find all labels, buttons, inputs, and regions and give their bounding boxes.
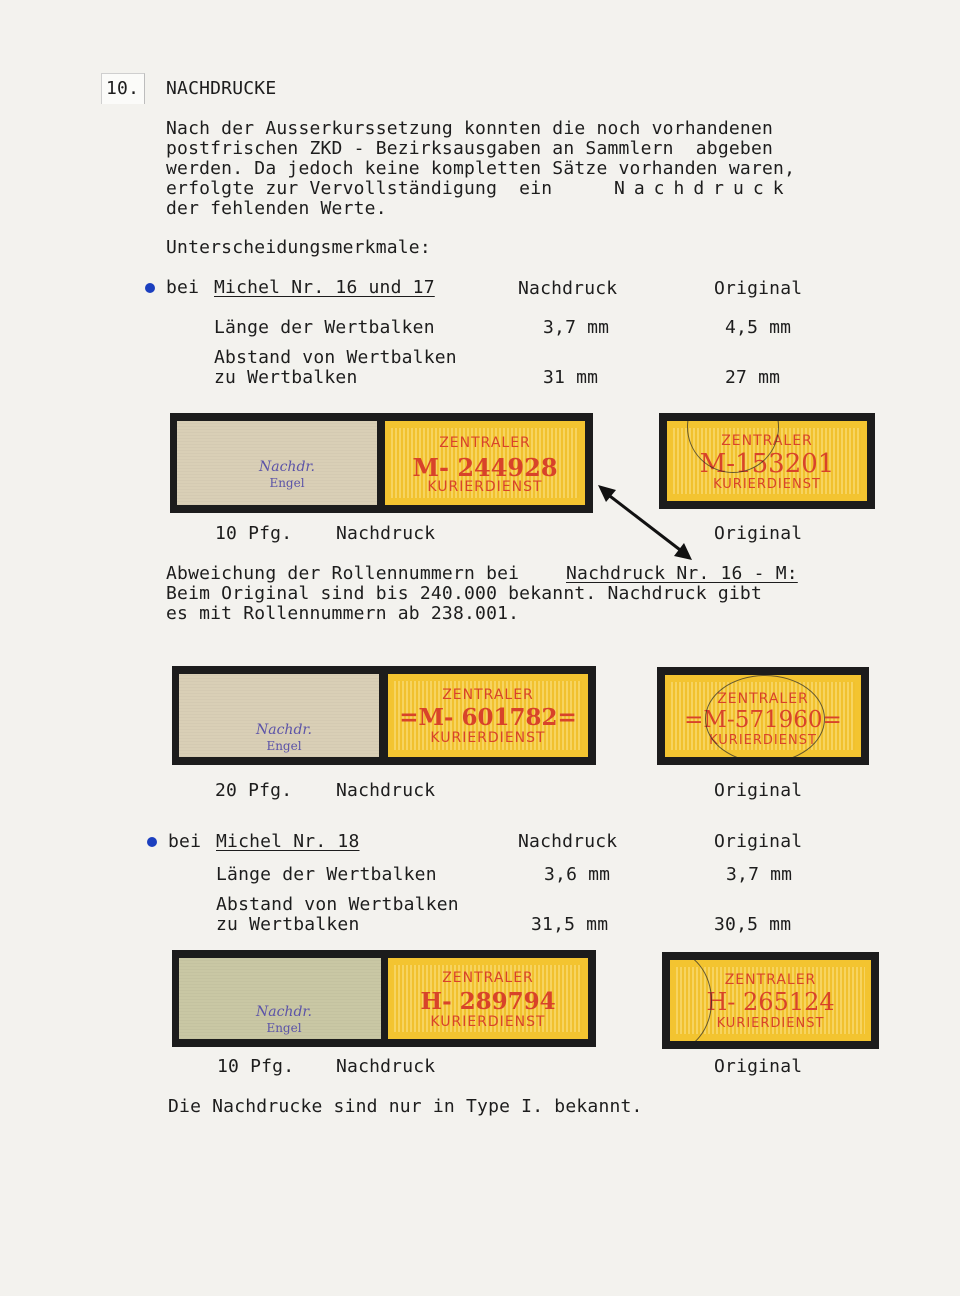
- original-stamp: [665, 675, 861, 757]
- row1-value: 10 Pfg.: [215, 523, 293, 544]
- block1-row2-label-2: zu Wertbalken: [214, 367, 358, 388]
- row3-original-label: Original: [714, 1056, 803, 1077]
- block1-row2-label-1: Abstand von Wertbalken: [214, 347, 457, 368]
- stamp-bottom-text: KURIERDIENST: [713, 477, 821, 492]
- stamp-bottom-text: KURIERDIENST: [709, 733, 817, 748]
- original-stamp-strip: [657, 667, 869, 765]
- block2-prefix: bei: [168, 831, 213, 852]
- stamp-number: =M-571960=: [684, 707, 842, 733]
- reprint-stamp: [388, 958, 588, 1039]
- stamp-bottom-text: KURIERDIENST: [430, 1014, 546, 1030]
- stamp-bottom-text: KURIERDIENST: [427, 479, 543, 495]
- stamp-number: =M- 601782=: [399, 704, 577, 731]
- note1-line2: Beim Original sind bis 240.000 bekannt. Nachdruck gibt: [166, 583, 762, 604]
- block1-row1-label: Länge der Wertbalken: [214, 317, 435, 338]
- intro-line-2: postfrischen ZKD - Bezirksausgaben an Sammlern abgeben: [166, 138, 774, 159]
- block1-row2-original: 27 mm: [725, 367, 781, 388]
- row2-original-label: Original: [714, 780, 803, 801]
- intro-line-1: Nach der Ausserkurssetzung konnten die noch vorhandenen: [166, 118, 774, 139]
- block1-prefix: bei: [166, 277, 211, 298]
- original-stamp: [670, 960, 871, 1041]
- row1-reprint-label: Nachdruck: [336, 523, 436, 544]
- block2-row2-label-2: zu Wertbalken: [216, 914, 360, 935]
- block2-col-original: Original: [714, 831, 803, 852]
- stamp-number: H- 289794: [420, 988, 556, 1015]
- stamp-top-text: ZENTRALER: [439, 435, 531, 451]
- block1-row1-reprint: 3,7 mm: [543, 317, 610, 338]
- stamp-number: M- 244928: [412, 453, 558, 482]
- block1-col-reprint: Nachdruck: [518, 278, 618, 299]
- intro-line-4: erfolgte zur Vervollständigung ein: [166, 178, 553, 199]
- bullet-dot: [147, 837, 157, 847]
- block2-row1-label: Länge der Wertbalken: [216, 864, 437, 885]
- intro-line-3: werden. Da jedoch keine kompletten Sätze vorhanden waren,: [166, 158, 796, 179]
- stamp-bottom-text: KURIERDIENST: [716, 1016, 825, 1031]
- signature-nachdr: Nachdr.: [258, 459, 316, 475]
- reprint-stamp: [388, 674, 588, 757]
- block2-col-reprint: Nachdruck: [518, 831, 618, 852]
- arrow-icon: [590, 480, 700, 565]
- row2-value: 20 Pfg.: [215, 780, 293, 801]
- stamp-top-text: ZENTRALER: [442, 970, 534, 986]
- note1-line1-prefix: Abweichung der Rollennummern bei: [166, 563, 531, 584]
- stamp-top-text: ZENTRALER: [721, 433, 813, 449]
- signature-engel: Engel: [266, 1021, 302, 1035]
- stamp-top-text: ZENTRALER: [724, 972, 817, 988]
- note1-line1-underlined: Nachdruck Nr. 16 - M:: [566, 563, 798, 584]
- intro-line-5: der fehlenden Werte.: [166, 198, 387, 219]
- postmark: [705, 675, 825, 757]
- block2-row2-reprint: 31,5 mm: [531, 914, 609, 935]
- blank-label: [179, 958, 381, 1039]
- block1-title: Michel Nr. 16 und 17: [214, 277, 435, 298]
- block2-row2-label-1: Abstand von Wertbalken: [216, 894, 459, 915]
- section-number: 10.: [106, 78, 140, 99]
- blank-label: [177, 421, 377, 505]
- block2-row1-original: 3,7 mm: [726, 864, 793, 885]
- intro-spaced-word: Nachdruck: [614, 178, 793, 199]
- signature-nachdr: Nachdr.: [255, 722, 313, 738]
- signature-engel: Engel: [266, 739, 302, 753]
- stamp-top-text: ZENTRALER: [442, 687, 534, 703]
- reprint-stamp-strip: [172, 666, 596, 765]
- block1-col-original: Original: [714, 278, 803, 299]
- row3-reprint-label: Nachdruck: [336, 1056, 436, 1077]
- row2-reprint-label: Nachdruck: [336, 780, 436, 801]
- stamp-number: M-153201: [699, 449, 835, 479]
- block2-title: Michel Nr. 18: [216, 831, 360, 852]
- reprint-stamp-strip: [170, 413, 593, 513]
- row1-original-label: Original: [714, 523, 803, 544]
- footer-note: Die Nachdrucke sind nur in Type I. bekannt.: [168, 1096, 643, 1117]
- stamp-top-text: ZENTRALER: [717, 691, 809, 707]
- stamp-number: H- 265124: [706, 988, 835, 1016]
- original-stamp-strip: [662, 952, 879, 1049]
- bullet-dot: [145, 283, 155, 293]
- reprint-stamp: [385, 421, 585, 505]
- features-heading: Unterscheidungsmerkmale:: [166, 237, 431, 258]
- stamp-bottom-text: KURIERDIENST: [430, 730, 546, 746]
- page-heading: NACHDRUCKE: [166, 78, 277, 99]
- signature-nachdr: Nachdr.: [255, 1004, 313, 1020]
- block1-row2-reprint: 31 mm: [543, 367, 599, 388]
- row3-value: 10 Pfg.: [217, 1056, 295, 1077]
- block1-row1-original: 4,5 mm: [725, 317, 792, 338]
- block2-row2-original: 30,5 mm: [714, 914, 792, 935]
- note1-line3: es mit Rollennummern ab 238.001.: [166, 603, 520, 624]
- signature-engel: Engel: [269, 476, 305, 490]
- reprint-stamp-strip: [172, 950, 596, 1047]
- blank-label: [179, 674, 379, 757]
- block2-row1-reprint: 3,6 mm: [544, 864, 611, 885]
